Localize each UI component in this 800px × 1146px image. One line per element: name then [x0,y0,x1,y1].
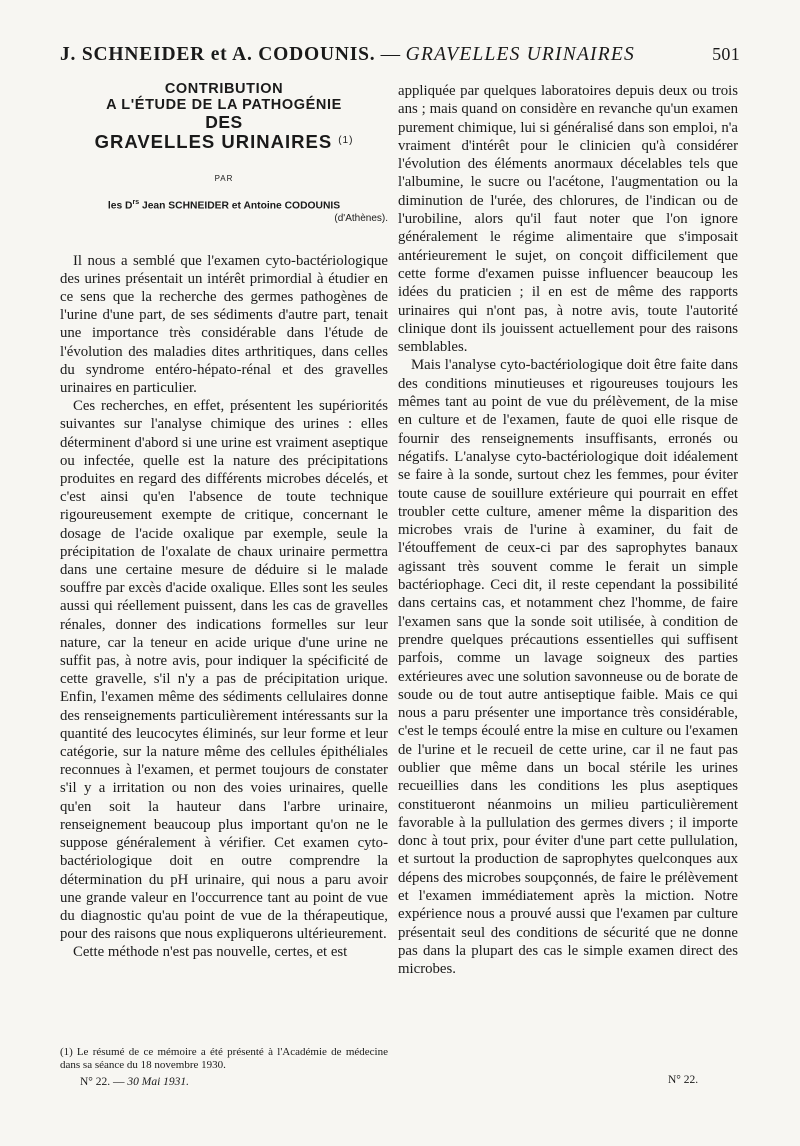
footer-issue-right: N° 22. [668,1074,699,1086]
byline-prefix: les D [107,200,133,212]
right-body [398,82,738,979]
title-line-1: CONTRIBUTION [164,81,284,97]
article-title [60,82,388,152]
footnote-text: Le résumé de ce mémoire a été présenté à l'Académie de médecine dans sa séance du 18 novembre 1930. [60,1046,388,1071]
running-head [60,44,740,74]
right-paragraph-1: appliquée par quelques laboratoires depuis deux ou trois ans ; mais quand on considère en revanche qu'un examen purement chimique, lui si généralisé dans son emploi, n'a vraiment d'intérêt pour le clinicien qu'à considérer l'évolution des éléments anormaux décelables tels que l'albumine, le sucre ou l'acétone, l'augmentation ou la diminution de l'urée, des chlorures, de l'indican ou de l'urobiline, alors qu'il faut noter que l'on ignore généralement le régime alimentaire que s'imposait antérieurement le sujet, on conçoit difficilement que cette forme d'examen puisse influencer beaucoup les idées du praticien ; il en est de même des rapports urinaires qui n'ont pas, à notre avis, toute l'autorité clinique dont ils jouissent actuellement pour des raisons semblables. [398,83,738,356]
left-paragraph-1: Il nous a semblé que l'examen cyto-bactériologique des urines présentait un intérêt primordial à étudier en ce sens que la recherche des germes pathogènes de l'urine d'une part, de ses sédiments d'autre part, tenait une importance très considérable dans l'étude de l'évolution des maladies dites arthritiques, dans celles du syndrome entéro-hépato-rénal et des gravelles urinaires en particulier. [60,252,388,397]
byline-sup: rs [132,199,140,207]
left-paragraph-2: Ces recherches, en effet, présentent les supériorités suivantes sur l'analyse chimique des urines : elles déterminent d'abord si une urine est vraiment aseptique ou infectée, quelle est la nature des précipitations produites en regard des différents microbes décelés, et c'est ainsi qu'en l'absence de toute technique rigoureusement exempte de critique, concernant le dosage de l'acide oxalique par exemple, seule la précipitation de l'oxalate de chaux urinaire permettra dans une certaine mesure de déduire si le malade souffre par excès d'acide oxalique. Elles sont les seules aussi qui réellement puissent, dans les cas de gravelles rénales, donner des indications formelles sur leur nature, car la teneur en acide urique d'une urine ne suffit pas, à notre avis, pour indiquer la spécificité de cette gravelle, s'il n'y a pas de précipitation urique. Enfin, l'examen même des sédiments cellulaires donne des renseignements particulièrement intéressants sur la quantité des leucocytes éliminés, sur leur forme et leur catégorie, sur la nature même des cellules épithéliales reconnues à l'examen, et permet toujours de constater s'il y a irritation ou non des voies urinaires, quelle qu'en soit la hauteur dans l'arbre urinaire, renseignement beaucoup plus important qu'on ne le suppose généralement à vérifier. Cet examen cyto-bactériologique doit en outre comprendre la détermination du pH urinaire, qui nous a paru avoir une grande valeur en l'occurrence tant au point de vue du diagnostic qu'au point de vue de la thérapeutique, pour des raisons que nous expliquerons ultérieurement. [60,398,388,943]
left-column [60,82,388,962]
header-authors: J. SCHNEIDER et A. CODOUNIS. [60,44,376,65]
page-number: 501 [712,44,740,64]
footnote-mark: (1) [60,1046,73,1058]
footnote [60,1046,388,1072]
left-body [60,252,388,962]
par-label: PAR [214,174,234,184]
footer-date: 30 Mai 1931. [127,1076,190,1088]
header-dash: — [380,44,401,65]
title-line-4 [60,132,388,152]
left-paragraph-3: Cette méthode n'est pas nouvelle, certes, et est [73,944,348,961]
footer-issue-left: N° 22. — [80,1076,125,1088]
right-paragraph-2: Mais l'analyse cyto-bactériologique doit être faite dans des conditions minutieuses et rigoureuses toujours les mêmes tant au point de vue du prélèvement, de la mise en culture et de l'examen, faute de quoi elle risque de fournir des renseignements insuffisants, erronés ou négatifs. L'analyse cyto-bactériologique doit idéalement se faire à la sonde, surtout chez les femmes, pour éviter toute cause de souillure extérieure qui pourrait en effet troubler cette culture, amener même la disparition des microbes vrais de l'urine à examiner, du fait de l'étouffement de ceux-ci par des saprophytes banaux agissant très souvent comme le ferait un simple bactériophage. Ceci dit, il reste cependant la possibilité dans certains cas, et notamment chez l'homme, de faire l'examen sans que la sonde soit utilisée, à condition de prendre quelques précautions essentielles qui suffisent parfois, comme un lavage soigneux des parties extérieures avec une solution savonneuse ou de borate de soude ou de tout autre antiseptique faible. Mais ce qui nous a paru présenter une importance très considérable, c'est le temps écoulé entre la mise en culture ou l'examen de l'urine et le recueil de cette urine, car il ne faut pas oublier que même dans un bocal stérile les urines recueillies dans les conditions les plus aseptiques constitueront néanmoins un milieu particulièrement favorable à la pullulation des germes divers ; il importe donc à tout prix, pour éviter d'une part cette pullulation, et surtout la production de saprophytes quelconques aux dépens des microbes soupçonnés, de faire le prélèvement et l'examen immédiatement après la miction. Notre expérience nous a prouvé aussi que l'examen par culture présentait seul des conditions de sécurité que ne donne pas dans la plupart des cas le simple examen direct des microbes. [398,357,738,978]
right-column [398,82,738,979]
title-line-2: A L'ÉTUDE DE LA PATHOGÉNIE [106,96,342,113]
title-line-3: DES [205,112,243,133]
affiliation: (d'Athènes). [334,212,388,224]
byline-names: Jean SCHNEIDER et Antoine CODOUNIS [139,200,341,212]
byline [60,199,388,211]
header-title: GRAVELLES URINAIRES [405,44,635,65]
footer-issue-date [80,1076,189,1088]
title-line-4-text: GRAVELLES URINAIRES [94,131,333,153]
title-footnote-mark: (1) [338,135,354,147]
